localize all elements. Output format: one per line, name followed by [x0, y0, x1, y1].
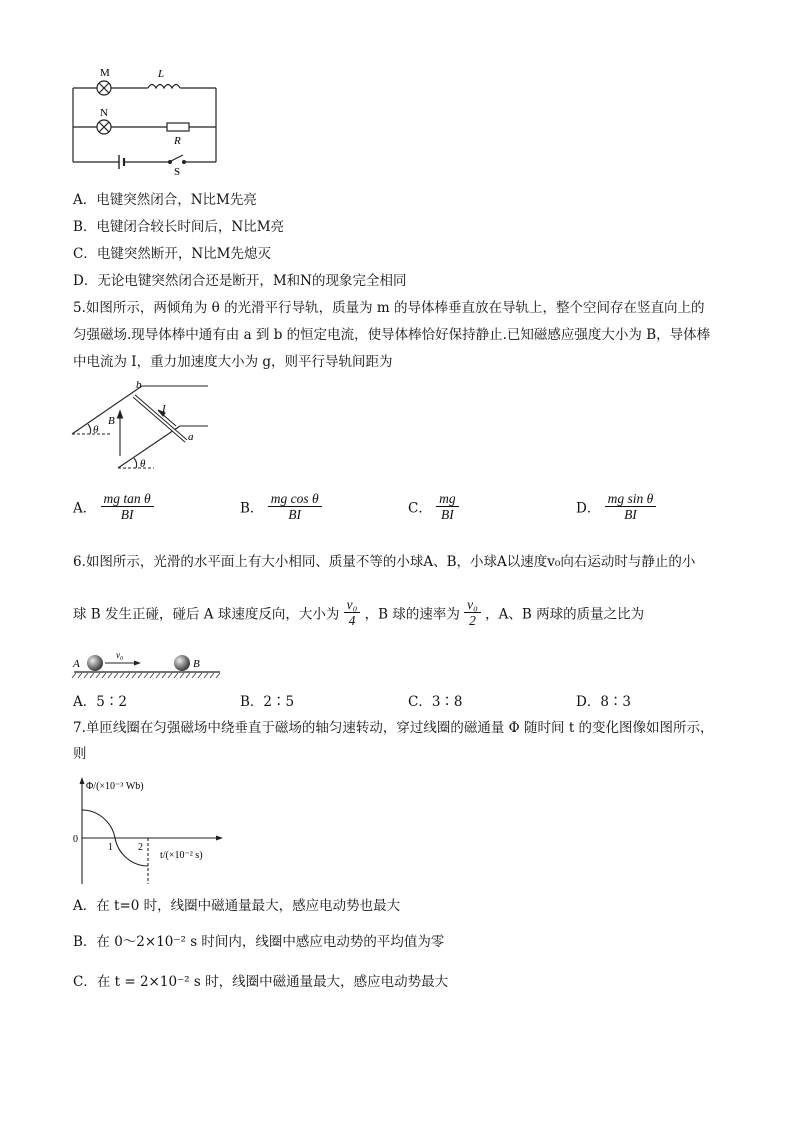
rod-end-b-label: b [136, 379, 142, 391]
angle-upper-label: θ [93, 424, 99, 436]
switch-label: S [174, 166, 181, 176]
current-label: I [162, 403, 166, 415]
q7-stem-line1: 7.单匝线圈在匀强磁场中绕垂直于磁场的轴匀速转动，穿过线圈的磁通量 Φ 随时间 t 的变化图像如图所示， [73, 720, 714, 736]
angle-lower-label: θ [140, 458, 146, 470]
q7-stem-line2: 则 [73, 746, 87, 762]
q5-option-a: A． $\frac{\text{mg tan θ}}{BI}$ [73, 491, 154, 522]
origin-label: 0 [73, 834, 78, 845]
field-b-label: B [108, 415, 115, 427]
circuit-diagram [66, 64, 226, 176]
time-axis-label: t/(×10⁻² s) [160, 850, 203, 861]
q7-option-b: B．在 0～2×10⁻² s 时间内，线圈中感应电动势的平均值为零 [73, 934, 445, 950]
tick-2-label: 2 [138, 842, 143, 853]
q7-option-a: A．在 t=0 时，线圈中磁通量最大，感应电动势也最大 [73, 898, 401, 914]
q6-stem-line2: 球 B 发生正碰，碰后 A 球速度反向，大小为 $\frac{\text{v₀}}{4}$ ，B 球的速率为 $\frac{\text{v₀}}{2}$ ，A、B 两球的质量之比为 [73, 597, 645, 628]
q6-option-b: B．2∶5 [240, 694, 295, 710]
q6-option-d: D．8∶3 [576, 694, 632, 710]
q4-option-d: D．无论电键突然闭合还是断开，M和N的现象完全相同 [73, 273, 407, 289]
q5-stem-line2: 匀强磁场.现导体棒中通有由 a 到 b 的恒定电流，使导体棒恰好保持静止.已知磁感应强度大小为 B，导体棒 [73, 327, 711, 343]
q5-stem-line3: 中电流为 I，重力加速度大小为 g，则平行导轨间距为 [73, 354, 393, 370]
rail-diagram [68, 378, 213, 472]
lamp-m-label: M [100, 67, 110, 79]
q4-option-a: A．电键突然闭合，N比M先亮 [73, 192, 257, 208]
flux-graph [68, 772, 228, 890]
collision-diagram [70, 646, 225, 682]
velocity-label: v₀ [116, 650, 124, 660]
tick-1-label: 1 [108, 842, 113, 853]
q5-option-d: D． $\frac{\text{mg sin θ}}{BI}$ [576, 491, 656, 522]
q7-option-c: C．在 t = 2×10⁻² s 时，线圈中磁通量最大，感应电动势最大 [73, 974, 449, 990]
ball-b-label: B [193, 658, 200, 670]
q6-option-a: A．5∶2 [73, 694, 127, 710]
q6-stem-line1: 6.如图所示，光滑的水平面上有大小相同、质量不等的小球A、B，小球A以速度v₀向右运动时与静止的小 [73, 554, 696, 570]
flux-axis-label: Φ/(×10⁻³ Wb) [86, 781, 144, 792]
inductor-label: L [158, 68, 165, 80]
q4-option-b: B．电键闭合较长时间后，N比M亮 [73, 219, 285, 235]
q5-option-c: C． $\frac{mg}{BI}$ [408, 491, 459, 522]
rod-end-a-label: a [188, 431, 194, 443]
ball-a-label: A [73, 658, 80, 670]
q5-option-b: B． $\frac{\text{mg cos θ}}{BI}$ [240, 491, 322, 522]
lamp-n-label: N [100, 107, 108, 119]
resistor-label: R [174, 135, 181, 147]
q4-option-c: C．电键突然断开，N比M先熄灭 [73, 246, 271, 262]
q5-stem-line1: 5.如图所示，两倾角为 θ 的光滑平行导轨，质量为 m 的导体棒垂直放在导轨上，整个空间存在竖直向上的 [73, 300, 705, 316]
q6-option-c: C．3∶8 [408, 694, 463, 710]
